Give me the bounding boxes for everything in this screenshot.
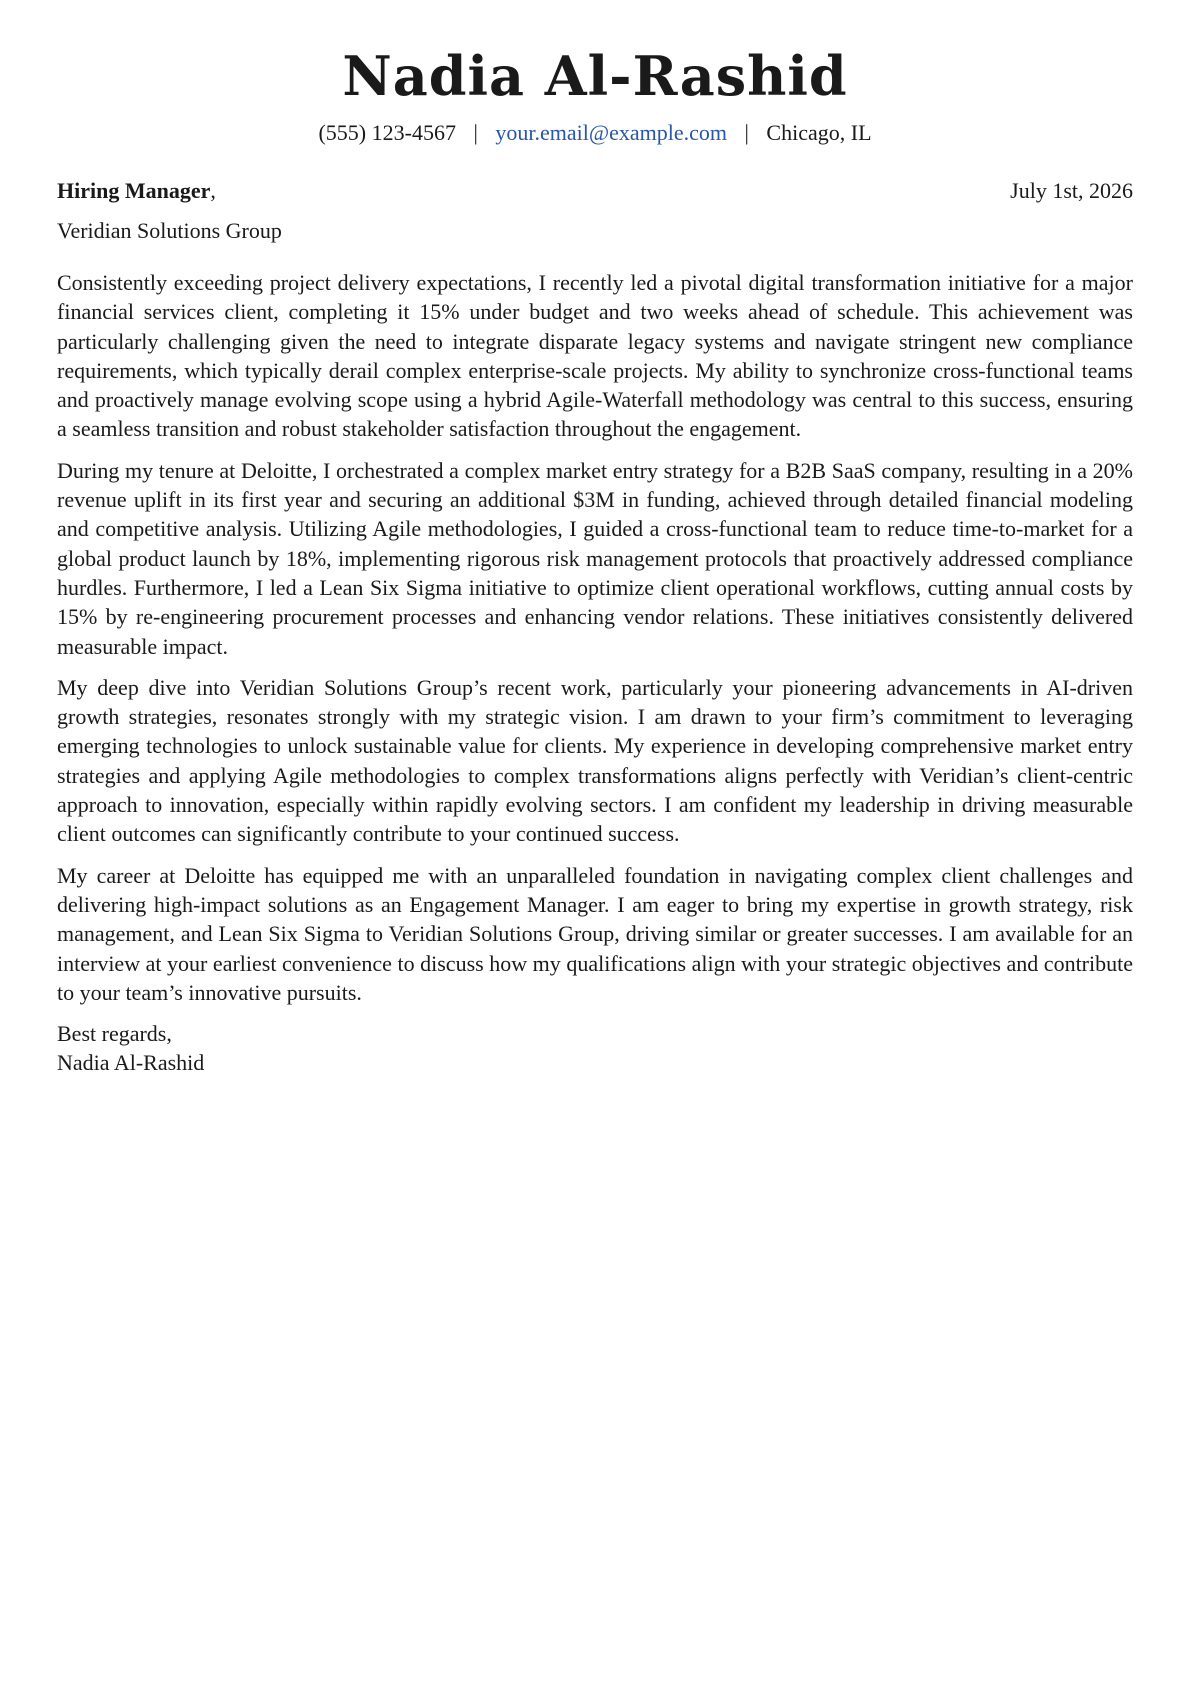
separator: |: [473, 120, 478, 145]
body-paragraph: My deep dive into Veridian Solutions Group’s recent work, particularly your pioneering advancements in AI-driven growth strategies, resonates strongly with my strategic vision. I am drawn to your firm’s commitment to leveraging emerging technologies to unlock sustainable value for clients. My experience in developing comprehensive market entry strategies and applying Agile methodologies to complex transformations aligns perfectly with Veridian’s client-centric approach to innovation, especially within rapidly evolving sectors. I am confident my leadership in driving measurable client outcomes can significantly contribute to your continued success.: [57, 674, 1133, 847]
recipient-company: Veridian Solutions Group: [57, 218, 282, 243]
phone-number: (555) 123-4567: [318, 120, 456, 145]
closing-signature: Nadia Al-Rashid: [57, 1050, 205, 1076]
closing-salutation: Best regards,: [57, 1021, 172, 1047]
recipient-title-suffix: ,: [210, 178, 216, 203]
recipient-line: [57, 176, 216, 206]
body-paragraph: Consistently exceeding project delivery expectations, I recently led a pivotal digital transformation initiative for a major financial services client, completing it 15% under budget and two weeks ahead of schedule. This achievement was particularly challenging given the need to integrate disparate legacy systems and navigate stringent new compliance requirements, which typically derail complex enterprise-scale projects. My ability to synchronize cross-functional teams and proactively manage evolving scope using a hybrid Agile-Waterfall methodology was central to this success, ensuring a seamless transition and robust stakeholder satisfaction throughout the engagement.: [57, 270, 1133, 442]
letter-closing: [57, 1019, 1133, 1078]
recipient-date-row: [57, 176, 1133, 206]
separator: |: [744, 120, 749, 145]
contact-info-line: [57, 118, 1133, 148]
letter-body: [57, 268, 1133, 1007]
recipient-title: Hiring Manager: [57, 178, 211, 203]
email-link[interactable]: your.email@example.com: [495, 120, 728, 145]
location: Chicago, IL: [766, 120, 872, 145]
applicant-name-heading: Nadia Al-Rashid: [342, 44, 848, 108]
body-paragraph: My career at Deloitte has equipped me with an unparalleled foundation in navigating complex client challenges and delivering high-impact solutions as an Engagement Manager. I am eager to bring my expertise in growth strategy, risk management, and Lean Six Sigma to Veridian Solutions Group, driving similar or greater successes. I am available for an interview at your earliest convenience to discuss how my qualifications align with your strategic objectives and contribute to your team’s innovative pursuits.: [57, 862, 1133, 1005]
letter-date: July 1st, 2026: [1010, 178, 1133, 203]
body-paragraph: During my tenure at Deloitte, I orchestrated a complex market entry strategy for a B2B SaaS company, resulting in a 20% revenue uplift in its first year and securing an additional $3M in funding, achieved through detailed financial modeling and competitive analysis. Utilizing Agile methodologies, I guided a cross-functional team to reduce time-to-market for a global product launch by 18%, implementing rigorous risk management protocols that proactively addressed compliance hurdles. Furthermore, I led a Lean Six Sigma initiative to optimize client operational workflows, cutting annual costs by 15% by re-engineering procurement processes and enhancing vendor relations. These initiatives consistently delivered measurable impact.: [57, 457, 1133, 659]
